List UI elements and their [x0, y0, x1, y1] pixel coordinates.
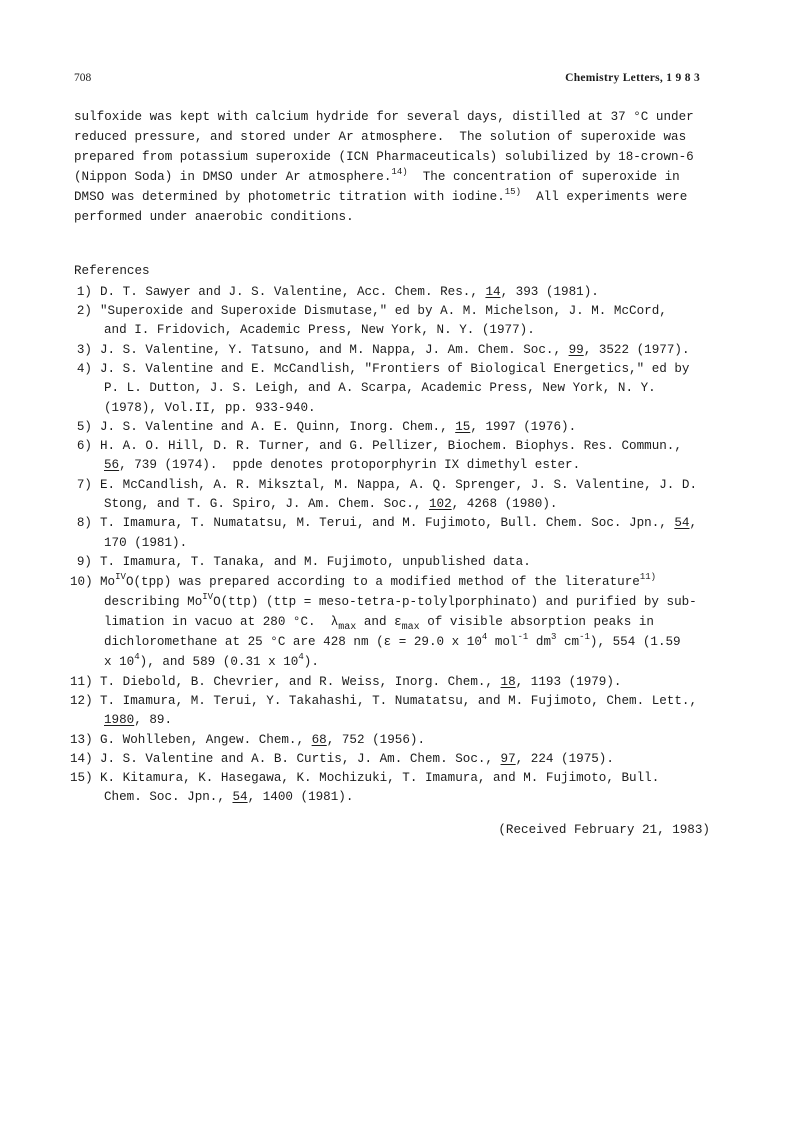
page-number: 708	[74, 72, 92, 84]
reference-continuation: 170 (1981).	[104, 536, 188, 550]
reference-entry: T. Imamura, M. Terui, Y. Takahashi, T. Numatatsu, and M. Fujimoto, Chem. Lett.,	[100, 694, 698, 708]
running-head: Chemistry Letters, 1 9 8 3	[565, 72, 700, 84]
reference-entry: J. S. Valentine and E. McCandlish, "Frontiers of Biological Energetics," ed by	[100, 362, 690, 376]
reference-entry: D. T. Sawyer and J. S. Valentine, Acc. Chem. Res., 14, 393 (1981).	[100, 285, 599, 299]
references-heading: References	[74, 264, 150, 278]
reference-entry: T. Diebold, B. Chevrier, and R. Weiss, Inorg. Chem., 18, 1193 (1979).	[100, 675, 622, 689]
ref-number: 13)	[70, 733, 93, 747]
ref-number: 15)	[70, 771, 93, 785]
body-line: (Nippon Soda) in DMSO under Ar atmosphere.$^{14)}$ The concentration of superoxide in	[74, 167, 680, 184]
reference-continuation: 56, 739 (1974). ppde denotes protoporphyrin IX dimethyl ester.	[104, 458, 581, 472]
reference-entry: "Superoxide and Superoxide Dismutase," ed by A. M. Michelson, J. M. McCord,	[100, 304, 667, 318]
reference-continuation: limation in vacuo at 280 °C. $\lambda_{max}$ and $\varepsilon_{max}$ of visible absorption peaks in	[104, 615, 654, 633]
body-line: DMSO was determined by photometric titration with iodine.$^{15)}$ All experiments were	[74, 187, 688, 204]
reference-continuation: 1980, 89.	[104, 713, 173, 727]
reference-entry: J. S. Valentine and A. E. Quinn, Inorg. Chem., 15, 1997 (1976).	[100, 420, 577, 434]
reference-continuation: describing $Mo^{IV}O(ttp) (ttp$ = meso-tetra-p-tolylporphinato) and purified by sub-	[104, 592, 697, 609]
citation-sup: 15)	[504, 187, 521, 197]
ref-number: 10)	[70, 575, 93, 589]
reference-entry: T. Imamura, T. Tanaka, and M. Fujimoto, unpublished data.	[100, 555, 531, 569]
ref-number: 7)	[76, 478, 92, 492]
body-line: reduced pressure, and stored under Ar atmosphere. The solution of superoxide was	[74, 130, 687, 144]
reference-continuation: (1978), Vol.II, pp. 933-940.	[104, 401, 316, 415]
reference-entry: K. Kitamura, K. Hasegawa, K. Mochizuki, T. Imamura, and M. Fujimoto, Bull.	[100, 771, 660, 785]
reference-continuation: x $10^4$), and 589 (0.31 x $10^4$).	[104, 652, 319, 669]
reference-entry: T. Imamura, T. Numatatsu, M. Terui, and M. Fujimoto, Bull. Chem. Soc. Jpn., 54,	[100, 516, 698, 530]
reference-continuation: P. L. Dutton, J. S. Leigh, and A. Scarpa, Academic Press, New York, N. Y.	[104, 381, 656, 395]
reference-continuation: dichloromethane at 25 °C are 428 nm (ε = 29.0 x $10^4$ mol$^{-1}$ $dm^3$ $cm^{-1}$), 554 (1.59	[104, 632, 681, 649]
reference-continuation: and I. Fridovich, Academic Press, New York, N. Y. (1977).	[104, 323, 535, 337]
ref-number: 4)	[76, 362, 92, 376]
ref-number: 11)	[70, 675, 93, 689]
ref-number: 8)	[76, 516, 92, 530]
reference-entry: J. S. Valentine, Y. Tatsuno, and M. Nappa, J. Am. Chem. Soc., 99, 3522 (1977).	[100, 343, 690, 357]
reference-entry: E. McCandlish, A. R. Miksztal, M. Nappa, A. Q. Sprenger, J. S. Valentine, J. D.	[100, 478, 698, 492]
reference-continuation: Stong, and T. G. Spiro, J. Am. Chem. Soc., 102, 4268 (1980).	[104, 497, 558, 511]
body-line: prepared from potassium superoxide (ICN Pharmaceuticals) solubilized by 18-crown-6	[74, 150, 694, 164]
ref-number: 5)	[76, 420, 92, 434]
reference-entry: J. S. Valentine and A. B. Curtis, J. Am. Chem. Soc., 97, 224 (1975).	[100, 752, 614, 766]
body-line: performed under anaerobic conditions.	[74, 210, 354, 224]
received-date: (Received February 21, 1983)	[498, 823, 710, 837]
ref-number: 3)	[76, 343, 92, 357]
ref-number: 9)	[76, 555, 92, 569]
ref-number: 12)	[70, 694, 93, 708]
citation-sup: 14)	[391, 167, 408, 177]
reference-continuation: Chem. Soc. Jpn., 54, 1400 (1981).	[104, 790, 354, 804]
ref-number: 2)	[76, 304, 92, 318]
reference-entry: H. A. O. Hill, D. R. Turner, and G. Pellizer, Biochem. Biophys. Res. Commun.,	[100, 439, 682, 453]
reference-entry: $Mo^{IV}O(tpp)$ was prepared according to a modified method of the literature$^{11)}$	[100, 572, 657, 589]
ref-number: 6)	[76, 439, 92, 453]
ref-number: 14)	[70, 752, 93, 766]
reference-entry: G. Wohlleben, Angew. Chem., 68, 752 (1956).	[100, 733, 425, 747]
body-line: sulfoxide was kept with calcium hydride for several days, distilled at 37 °C under	[74, 110, 694, 124]
ref-number: 1)	[76, 285, 92, 299]
